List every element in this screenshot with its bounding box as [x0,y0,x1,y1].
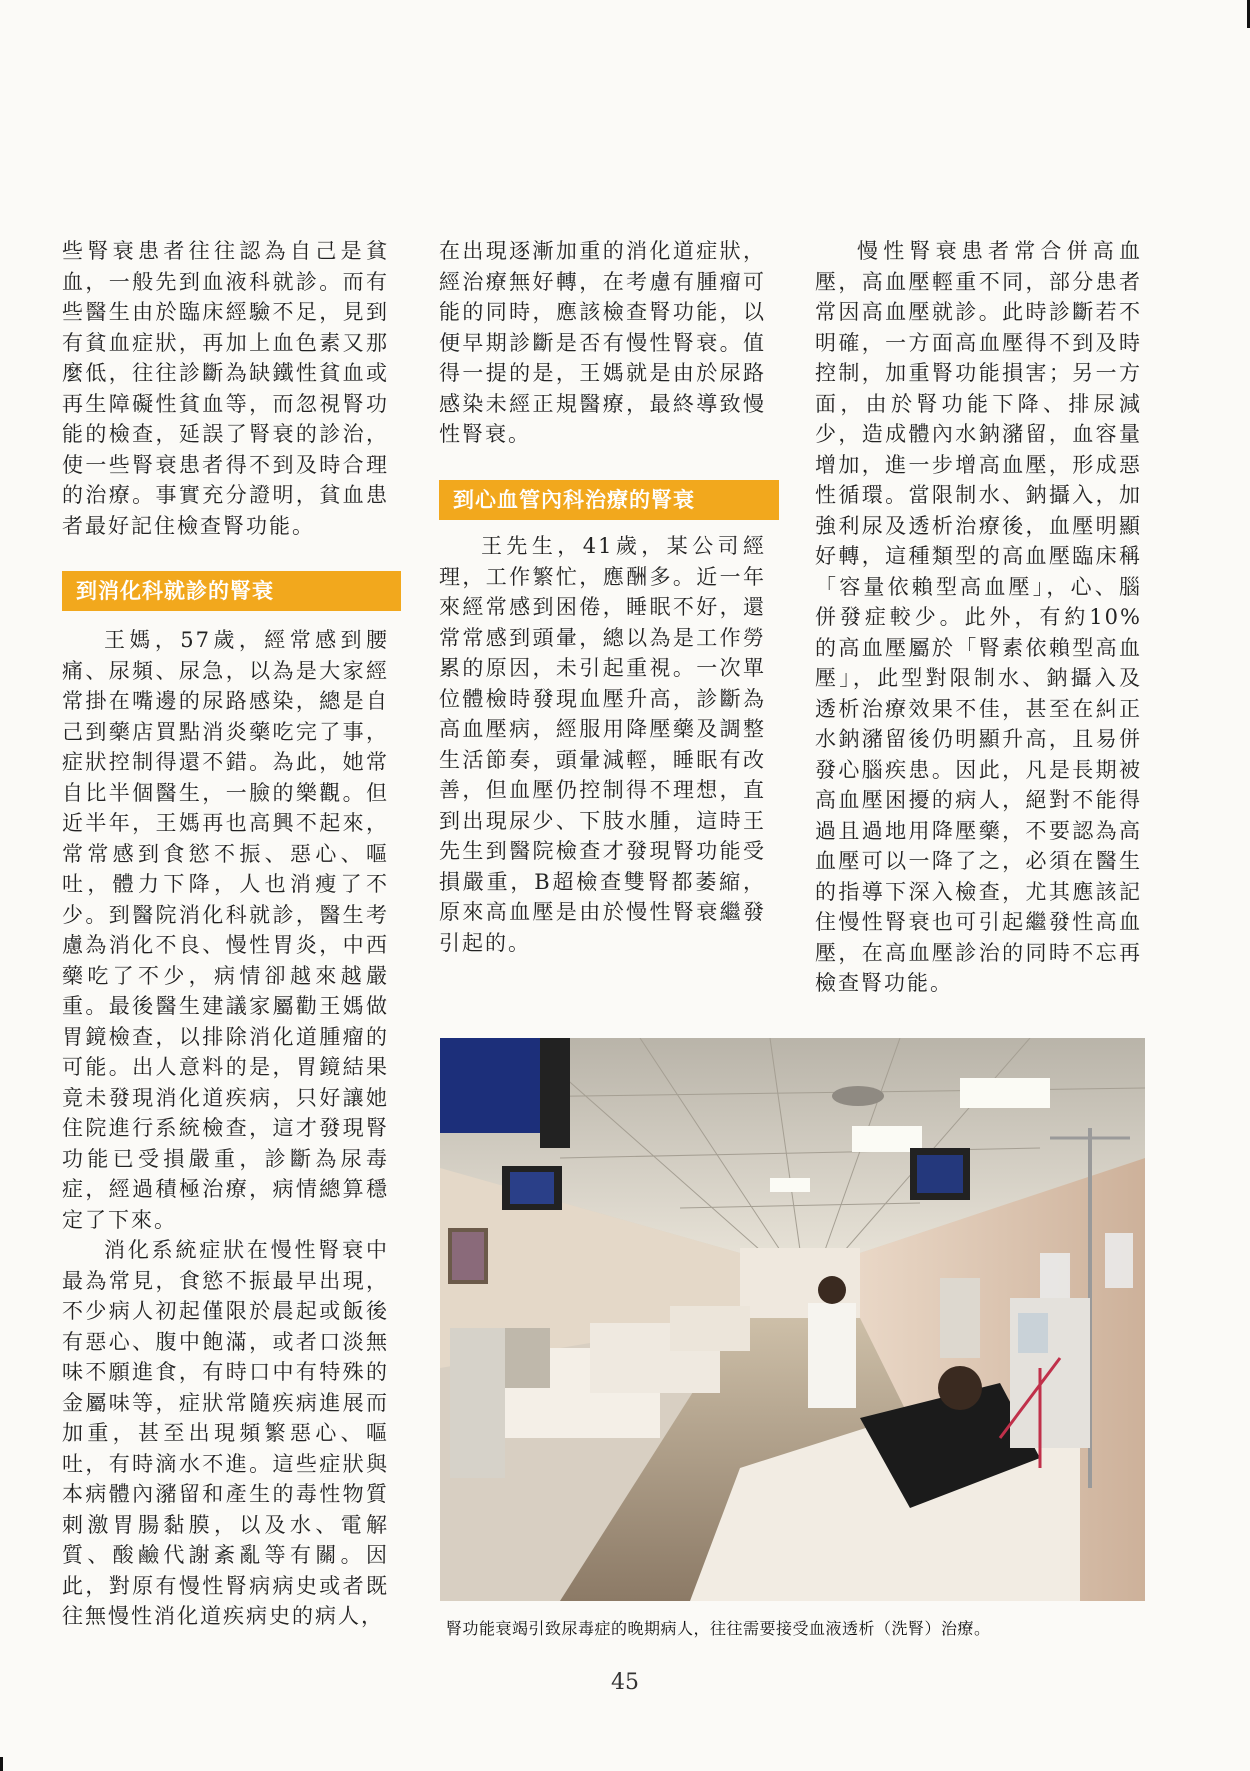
section-heading-gastro: 到消化科就診的腎衰 [62,571,401,611]
body-paragraph: 消化系統症狀在慢性腎衰中最為常見，食慾不振最早出現，不少病人初起僅限於晨起或飯後有惡心、腹中飽滿，或者口淡無味不願進食，有時口中有特殊的金屬味等，症狀常隨疾病進展而加重，甚至出現頻繁惡心、嘔吐，有時滴水不進。這些症狀與本病體內瀦留和產生的毒性物質刺激胃腸黏膜，以及水、電解質、酸鹼代謝紊亂等有關。因此，對原有慢性腎病病史或者既往無慢性消化道疾病史的病人， [62,1238,389,1628]
dialysis-ward-photo [440,1038,1145,1601]
body-paragraph: 王媽，57歲，經常感到腰痛、尿頻、尿急，以為是大家經常掛在嘴邊的尿路感染，總是自己到藥店買點消炎藥吃完了事，症狀控制得還不錯。為此，她常自比半個醫生，一臉的樂觀。但近半年，王媽再也高興不起來，常常感到食慾不振、惡心、嘔吐，體力下降，人也消瘦了不少。到醫院消化科就診，醫生考慮為消化不良、慢性胃炎，中西藥吃了不少，病情卻越來越嚴重。最後醫生建議家屬勸王媽做胃鏡檢查，以排除消化道腫瘤的可能。出人意料的是，胃鏡結果竟未發現消化道疾病，只好讓她住院進行系統檢查，這才發現腎功能已受損嚴重，診斷為尿毒症，經過積極治療，病情總算穩定了下來。 [62,628,389,1232]
column-1 [62,236,389,541]
section-heading-cardio: 到心血管內科治療的腎衰 [439,480,779,520]
body-paragraph: 在出現逐漸加重的消化道症狀，經治療無好轉，在考慮有腫瘤可能的同時，應該檢查腎功能，以便早期診斷是否有慢性腎衰。值得一提的是，王媽就是由於尿路感染未經正規醫療，最終導致慢性腎衰。 [439,239,766,446]
column-3 [815,236,1142,999]
scan-edge-mark [0,1757,3,1771]
column-2 [439,236,766,450]
body-paragraph: 慢性腎衰患者常合併高血壓，高血壓輕重不同，部分患者常因高血壓就診。此時診斷若不明確，一方面高血壓得不到及時控制，加重腎功能損害；另一方面，由於腎功能下降、排尿減少，造成體內水鈉瀦留，血容量增加，進一步增高血壓，形成惡性循環。當限制水、鈉攝入，加強利尿及透析治療後，血壓明顯好轉，這種類型的高血壓臨床稱「容量依賴型高血壓」，心、腦併發症較少。此外，有約10%的高血壓屬於「腎素依賴型高血壓」，此型對限制水、鈉攝入及透析治療效果不佳，甚至在糾正水鈉瀦留後仍明顯升高，且易併發心腦疾患。因此，凡是長期被高血壓困擾的病人，絕對不能得過且過地用降壓藥，不要認為高血壓可以一降了之，必須在醫生的指導下深入檢查，尤其應該記住慢性腎衰也可引起繼發性高血壓，在高血壓診治的同時不忘再檢查腎功能。 [815,239,1142,995]
section-gastro-body [62,625,389,1632]
photo-caption: 腎功能衰竭引致尿毒症的晚期病人，往往需要接受血液透析（洗腎）治療。 [446,1619,991,1638]
body-paragraph: 些腎衰患者往往認為自己是貧血，一般先到血液科就診。而有些醫生由於臨床經驗不足，見到有貧血症狀，再加上血色素又那麼低，往往診斷為缺鐵性貧血或再生障礙性貧血等，而忽視腎功能的檢查，延誤了腎衰的診治，使一些腎衰患者得不到及時合理的治療。事實充分證明，貧血患者最好記住檢查腎功能。 [62,239,389,538]
page-number: 45 [611,1670,639,1695]
body-paragraph: 王先生，41歲，某公司經理，工作繁忙，應酬多。近一年來經常感到困倦，睡眠不好，還常常感到頭暈，總以為是工作勞累的原因，未引起重視。一次單位體檢時發現血壓升高，診斷為高血壓病，經服用降壓藥及調整生活節奏，頭暈減輕，睡眠有改善，但血壓仍控制得不理想，直到出現尿少、下肢水腫，這時王先生到醫院檢查才發現腎功能受損嚴重，B超檢查雙腎都萎縮，原來高血壓是由於慢性腎衰繼發引起的。 [439,534,766,955]
photo-illustration [440,1038,1145,1601]
section-cardio-body [439,531,766,958]
